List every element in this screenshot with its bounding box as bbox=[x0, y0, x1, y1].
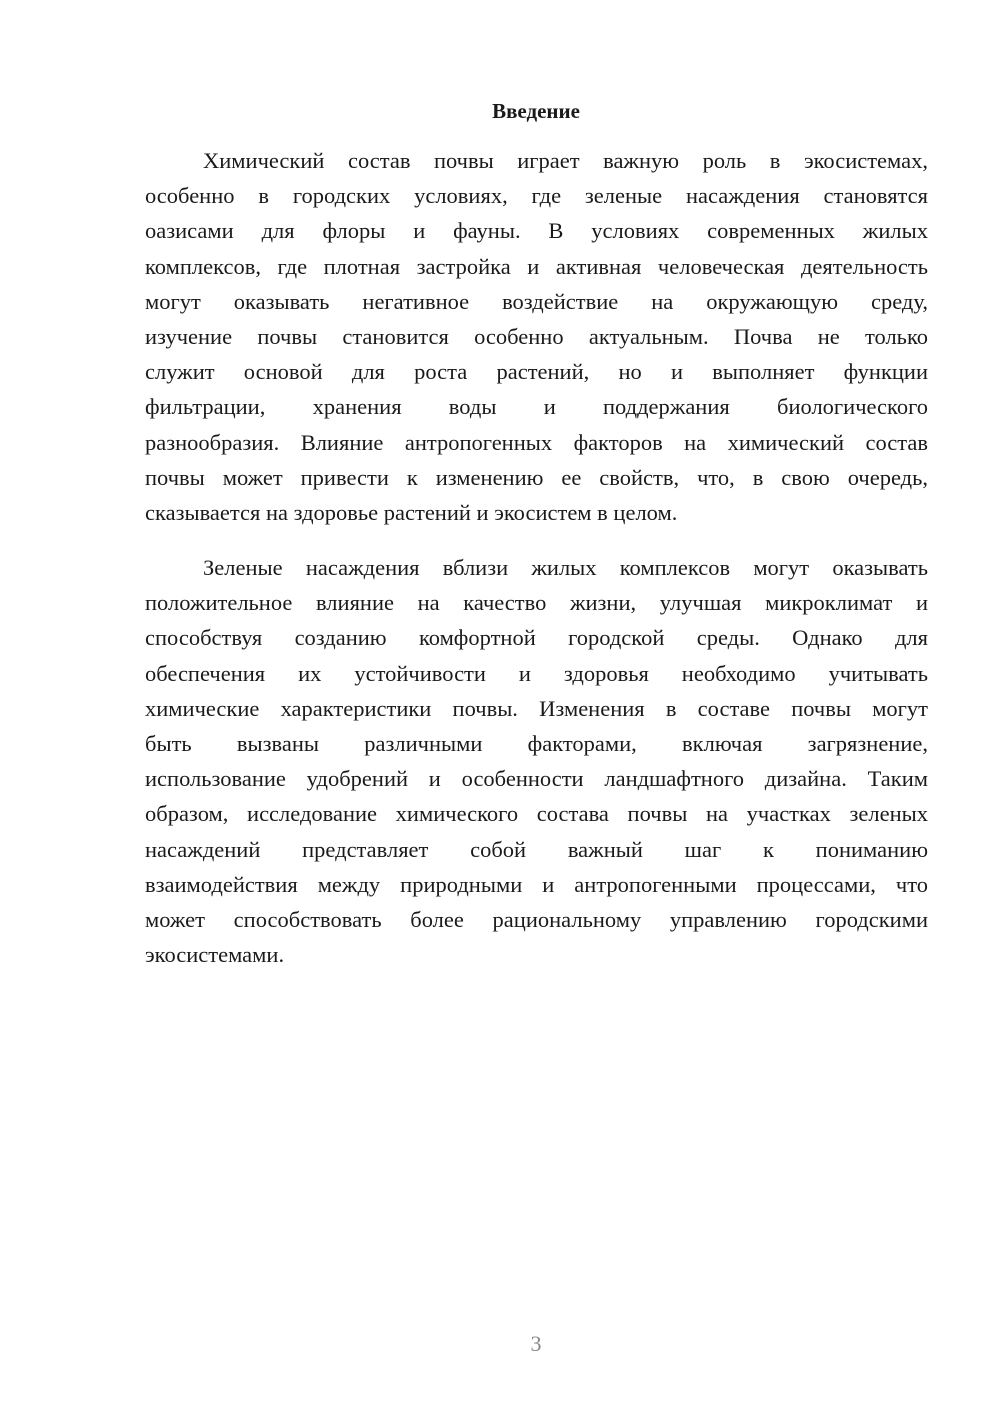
text-line: Зеленые насаждения вблизи жилых комплексов могут оказывать bbox=[203, 555, 928, 580]
text-line: разнообразия. Влияние антропогенных факторов на химический состав bbox=[145, 429, 928, 455]
text-line: быть вызваны различными факторами, включая загрязнение, bbox=[145, 730, 928, 756]
text-line: могут оказывать негативное воздействие на окружающую среду, bbox=[145, 288, 928, 314]
text-line: может способствовать более рациональному управлению городскими bbox=[145, 906, 928, 932]
text-line: образом, исследование химического состава почвы на участках зеленых bbox=[145, 801, 928, 827]
section-heading: Введение bbox=[492, 99, 580, 123]
text-line: экосистемами. bbox=[145, 942, 285, 968]
text-line: служит основой для роста растений, но и выполняет функции bbox=[145, 359, 928, 385]
text-line: Химический состав почвы играет важную роль в экосистемах, bbox=[203, 148, 928, 173]
paragraph-1 bbox=[145, 143, 928, 530]
text-line: способствуя созданию комфортной городской среды. Однако для bbox=[145, 625, 928, 651]
text-line: почвы может привести к изменению ее свойств, что, в свою очередь, bbox=[145, 464, 928, 490]
text-line: изучение почвы становится особенно актуальным. Почва не только bbox=[145, 323, 928, 349]
text-line: насаждений представляет собой важный шаг к пониманию bbox=[145, 836, 928, 862]
text-line: оазисами для флоры и фауны. В условиях современных жилых bbox=[145, 218, 928, 244]
page-number: 3 bbox=[530, 1331, 542, 1356]
text-line: фильтрации, хранения воды и поддержания биологического bbox=[145, 394, 928, 420]
text-line: положительное влияние на качество жизни, улучшая микроклимат и bbox=[145, 590, 928, 616]
text-line: комплексов, где плотная застройка и активная человеческая деятельность bbox=[145, 253, 928, 279]
text-line: особенно в городских условиях, где зеленые насаждения становятся bbox=[145, 183, 928, 209]
text-line: обеспечения их устойчивости и здоровья необходимо учитывать bbox=[145, 660, 928, 686]
text-line: взаимодействия между природными и антропогенными процессами, что bbox=[145, 871, 928, 897]
text-line: химические характеристики почвы. Изменения в составе почвы могут bbox=[145, 695, 928, 721]
paragraph-2 bbox=[145, 550, 928, 972]
text-line: сказывается на здоровье растений и экосистем в целом. bbox=[145, 499, 678, 525]
text-line: использование удобрений и особенности ландшафтного дизайна. Таким bbox=[145, 766, 928, 792]
